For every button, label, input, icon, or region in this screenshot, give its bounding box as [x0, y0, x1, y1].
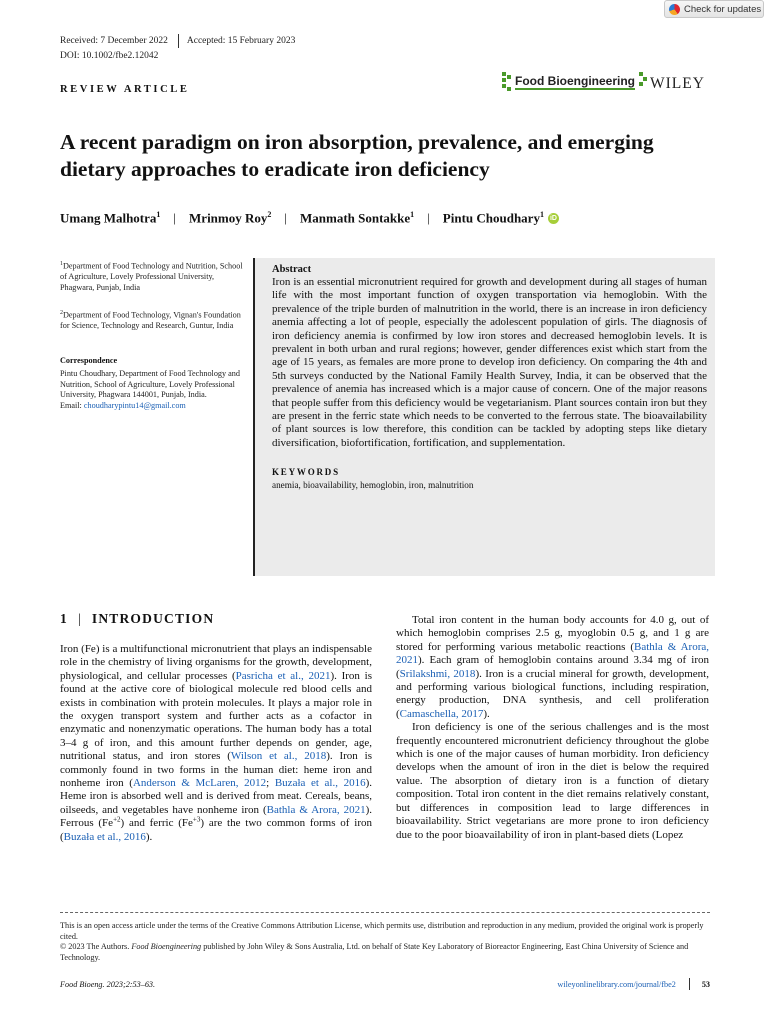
keywords-list: anemia, bioavailability, hemoglobin, iron, malnutrition: [272, 480, 474, 491]
correspondence-details: Pintu Choudhary, Department of Food Technology and Nutrition, School of Agriculture, Lovely Professional University, Phagwara 144001, Punjab, India. Email: choudharypintu14@gmail.com: [60, 369, 240, 410]
author-list: [60, 210, 559, 226]
journal-url-link[interactable]: wileyonlinelibrary.com/journal/fbe2: [557, 979, 676, 989]
journal-citation: Food Bioeng. 2023;2:53–63.: [60, 979, 156, 989]
citation-link[interactable]: Srilakshmi, 2018: [399, 667, 476, 680]
doi[interactable]: DOI: 10.1002/fbe2.12042: [60, 51, 159, 61]
author-name[interactable]: Manmath Sontakke$^1$: [300, 210, 415, 226]
footer-separator: [689, 978, 690, 990]
author-name[interactable]: Mrinmoy Roy$^2$: [189, 210, 272, 226]
journal-logo-mark-icon: [502, 72, 512, 92]
article-title: A recent paradigm on iron absorption, prevalence, and emerging dietary approaches to eradicate iron deficiency: [60, 130, 654, 181]
body-column-left: [60, 643, 372, 844]
accepted-date: Accepted: 15 February 2023: [186, 36, 296, 46]
citation-link[interactable]: Bathla & Arora, 2021: [266, 803, 366, 816]
email-link[interactable]: choudharypintu14@gmail.com: [83, 400, 186, 410]
correspondence-heading: Correspondence: [60, 356, 118, 365]
check-for-updates-button[interactable]: [664, 0, 764, 18]
citation-link[interactable]: Pasricha et al., 2021: [235, 669, 331, 682]
abstract-text: Iron is an essential micronutrient required for growth and development during all stages of human life with the most important function of oxygen transportation via hemoglobin. With the prevalence of the triple burden of malnutrition in the world, there is an increase in iron deficiency anemia affecting a lot of people, especially the adolescent population of girls. The diagnosis of iron deficiency anemia is confirmed by low iron stores and decreased hemoglobin levels. It is prevalent in both urban and rural regions; however, gender differences exist which start from the age of 15 years, as females are more prone to develop iron deficiency. On comparing the 4th and 5th surveys conducted by the National Family Health Survey, India, it can be observed that the prevalence of anemia has increased which is a major cause of concern. One of the major reasons that people suffer from this deficiency would be vegetarianism. Plant sources contain iron but they are present in the ferric state which needs to be converted to the ferrous state. The bioavailability of plant sources is low therefore, this condition can be tackled by adopting steps like dietary diversification, biofortification, fortification, and supplementation.: [272, 276, 707, 449]
citation-link[interactable]: Buzała et al., 2016: [63, 830, 146, 843]
paragraph: Iron (Fe) is a multifunctional micronutrient that plays an indispensable role in the chemistry of living organisms for the growth, development, physiological, and cellular processes (Pasricha et al., 2021). Iron is found at the active core of biological molecule red blood cells and exists in combination with protein molecules. It plays a major role in the oxygen transport system and further acts as a cofactor in enzymatic and nonenzymatic operations. The human body has a total 3–4 g of iron, and this amount further depends on gender, age, nutritional status, and iron stores (Wilson et al., 2018). Iron is commonly found in two forms in the human diet: heme iron and nonheme iron (Anderson & McLaren, 2012; Buzała et al., 2016). Heme iron is absorbed well and is derived from meat. Cereals, beans, oilseeds, and vegetables have nonheme iron (Bathla & Arora, 2021). Ferrous $(Fe^{+2})$ and ferric $(Fe^{+3})$ are the two common forms of iron (Buzała et al., 2016).: [60, 643, 373, 843]
paragraph: Total iron content in the human body accounts for 4.0 g, out of which hemoglobin comprises 2.5 g, myoglobin 0.5 g, and 1 g are stored for performing various metabolic reactions (Bathla & Arora, 2021). Each gram of hemoglobin contains around 3.34 mg of iron (Srilakshmi, 2018). Iron is a crucial mineral for growth, development, and performing various biological functions, including respiration, energy production, DNA synthesis, and cell proliferation (Camaschella, 2017).: [396, 614, 709, 720]
citation-link[interactable]: Bathla & Arora, 2021: [396, 640, 709, 667]
date-separator: [178, 34, 179, 48]
affiliation-1: $^1$Department of Food Technology and Nutrition, School of Agriculture, Lovely Professional University, Phagwara, Punjab, India: [60, 261, 243, 292]
page-number: 53: [701, 979, 710, 989]
journal-logo[interactable]: [502, 72, 648, 92]
page-footer: [60, 978, 710, 990]
article-dates: [60, 34, 295, 48]
citation-link[interactable]: Anderson & McLaren, 2012: [132, 777, 267, 790]
author-name[interactable]: Pintu Choudhary$^1$: [442, 210, 544, 226]
abstract-box: [253, 258, 715, 576]
journal-logo-text: Food Bioengineering: [515, 73, 635, 88]
publisher-logo[interactable]: WILEY: [650, 75, 705, 92]
body-column-right: [396, 614, 709, 842]
article-type: REVIEW ARTICLE: [60, 84, 190, 95]
author-separator: |: [427, 210, 430, 226]
affiliation-2: $^2$Department of Food Technology, Vignan's Foundation for Science, Technology and Research, Guntur, India: [60, 310, 241, 331]
citation-link[interactable]: Camaschella, 2017: [399, 707, 484, 720]
author-name[interactable]: Umang Malhotra$^1$: [60, 210, 161, 226]
keywords-heading: KEYWORDS: [272, 467, 340, 478]
crossmark-icon: [669, 4, 680, 15]
author-separator: |: [173, 210, 177, 226]
section-heading: 1 | INTRODUCTION: [60, 611, 215, 626]
abstract-heading: Abstract: [272, 264, 312, 275]
license-notice: This is an open access article under the terms of the Creative Commons Attribution License, which permits use, distribution and reproduction in any medium, provided the original work is properly cited. © 2023 The Authors. Food Bioengineering published by John Wiley & Sons Australia, Ltd. on behalf of State Key Laboratory of Bioreactor Engineering, East China University of Science and Technology.: [60, 921, 704, 962]
citation-link[interactable]: Wilson et al., 2018: [230, 750, 327, 763]
citation-link[interactable]: Buzała et al., 2016: [274, 777, 366, 790]
journal-logo-mark-right-icon: [638, 72, 648, 92]
paragraph: Iron deficiency is one of the serious challenges and is the most frequently encountered micronutrient deficiency throughout the globe which is one of the major causes of human morbidity. Iron deficiency develops when the amount of iron in the diet is below the required value. The absorption of dietary iron is a function of dietary composition. Total iron content in the diet remains relatively constant, but differences in composition lead to large differences in bioavailability. Strict vegetarians are more prone to iron deficiency due to the poor bioavailability of iron in plant-based diets (Lopez: [396, 721, 709, 841]
footer-divider: [60, 912, 710, 913]
orcid-icon[interactable]: iD: [549, 214, 557, 222]
check-updates-label: Check for updates: [684, 3, 762, 15]
author-separator: |: [284, 210, 287, 226]
received-date: Received: 7 December 2022: [60, 36, 168, 46]
